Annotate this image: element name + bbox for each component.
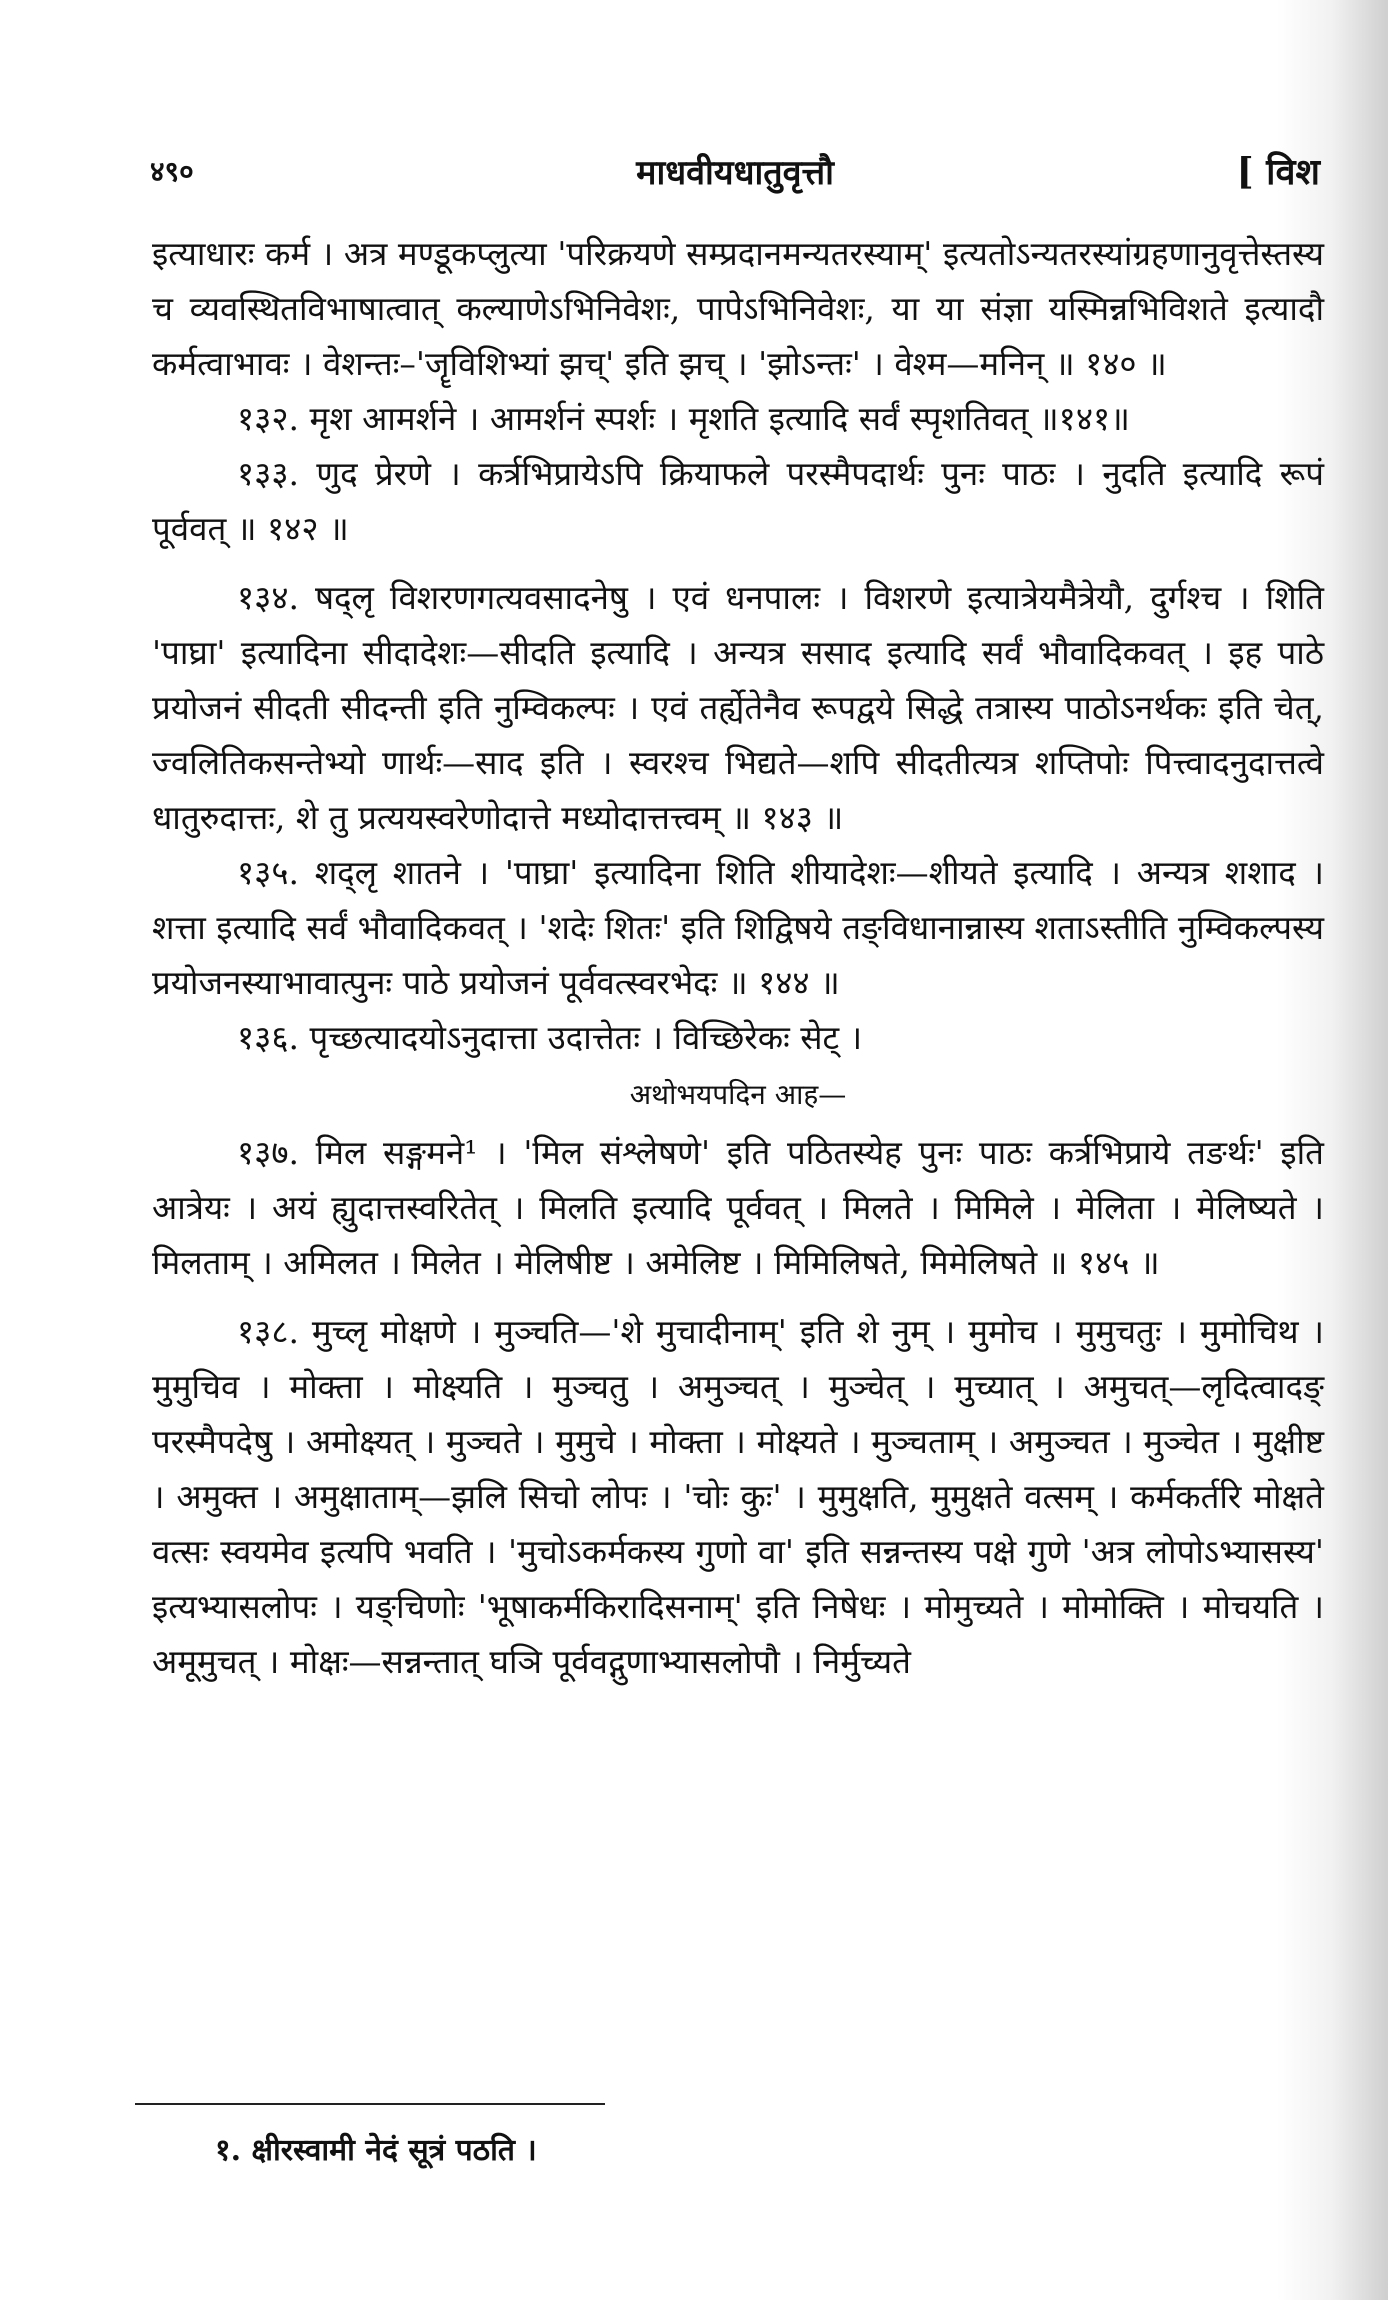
paragraph-136: १३६. पृच्छत्यादयोऽनुदात्ता उदात्तेतः । विच्छिरेकः सेट् । <box>237 1018 863 1057</box>
paragraph-143: १३४. षद्लृ विशरणगत्यवसादनेषु । एवं धनपालः । विशरणे इत्यात्रेयमैत्रेयौ, दुर्गश्च । शिति 'पाघ्रा' इत्यादिना सीदादेशः—सीदति इत्यादि । अन्यत्र ससाद इत्यादि सर्वं भौवादिकवत् । इह पाठे प्रयोजनं सीदती सीदन्ती इति नुम्विकल्पः । एवं तर्ह्येतेनैव रूपद्वये सिद्धे तत्रास्य पाठोऽनर्थकः इति चेत्, ज्वलितिकसन्तेभ्यो णार्थः—साद इति । स्वरश्च भिद्यते—शपि सीदतीत्यत्र शप्तिपोः पित्त्वादनुदात्तत्वे धातुरुदात्तः, शे तु प्रत्ययस्वरेणोदात्ते मध्योदात्तत्त्वम् ॥ १४३ ॥ <box>152 578 1324 837</box>
paragraph-138: १३८. मुच्लृ मोक्षणे । मुञ्चति—'शे मुचादीनाम्' इति शे नुम् । मुमोच । मुमुचतुः । मुमोचिथ । मुमुचिव । मोक्ता । मोक्ष्यति । मुञ्चतु । अमुञ्चत् । मुञ्चेत् । मुच्यात् । अमुचत्—लृदित्वादङ् परस्मैपदेषु । अमोक्ष्यत् । मुञ्चते । मुमुचे । मोक्ता । मोक्ष्यते । मुञ्चताम् । अमुञ्चत । मुञ्चेत । मुक्षीष्ट । अमुक्त । अमुक्षाताम्—झलि सिचो लोपः । 'चोः कुः' । मुमुक्षति, मुमुक्षते वत्सम् । कर्मकर्तरि मोक्षते वत्सः स्वयमेव इत्यपि भवति । 'मुचोऽकर्मकस्य गुणो वा' इति सन्नन्तस्य पक्षे गुणे 'अत्र लोपोऽभ्यासस्य' इत्यभ्यासलोपः । यङ्चिणोः 'भूषाकर्मकिरादिसनाम्' इति निषेधः । मोमुच्यते । मोमोक्ति । मोचयति । अमूमुचत् । मोक्षः—सन्नन्तात् घञि पूर्ववद्गुणाभ्यासलोपौ । निर्मुच्यते <box>152 1312 1324 1681</box>
paragraph-145: १३७. मिल सङ्गमने¹ । 'मिल संश्लेषणे' इति पठितस्येह पुनः पाठः कर्त्रभिप्राये तङर्थः' इति आत्रेयः । अयं ह्युदात्तस्वरितेत् । मिलति इत्यादि पूर्ववत् । मिलते । मिमिले । मेलिता । मेलिष्यते । मिलताम् । अमिलत । मिलेत । मेलिषीष्ट । अमेलिष्ट । मिमिलिषते, मिमेलिषते ॥ १४५ ॥ <box>152 1133 1324 1282</box>
body-text <box>152 226 1324 1689</box>
section-heading: अथोभयपदिन आह— <box>629 1078 847 1111</box>
running-title: माधवीयधातुवृत्तौ <box>636 153 834 193</box>
footnote: १. क्षीरस्वामी नेदं सूत्रं पठति । <box>215 2133 537 2168</box>
footnote-rule <box>135 2103 605 2105</box>
paragraph-140: इत्याधारः कर्म । अत्र मण्डूकप्लुत्या 'परिक्रयणे सम्प्रदानमन्यतरस्याम्' इत्यतोऽन्यतरस्यांग्रहणानुवृत्तेस्तस्य च व्यवस्थितविभाषात्वात् कल्याणेऽभिनिवेशः, पापेऽभिनिवेशः, या या संज्ञा यस्मिन्नभिविशते इत्यादौ कर्मत्वाभावः । वेशन्तः–'जॄविशिभ्यां झच्' इति झच् । 'झोऽन्तः' । वेश्म—मनिन् ॥ १४० ॥ <box>152 234 1324 383</box>
page-number: ४९० <box>150 155 194 188</box>
page-header <box>150 148 1320 208</box>
paragraph-141: १३२. मृश आमर्शने । आमर्शनं स्पर्शः । मृशति इत्यादि सर्वं स्पृशतिवत् ॥१४१॥ <box>237 399 1130 438</box>
paragraph-142: १३३. णुद प्रेरणे । कर्त्रभिप्रायेऽपि क्रियाफले परस्मैपदार्थः पुनः पाठः । नुदति इत्यादि रूपं पूर्ववत् ॥ १४२ ॥ <box>152 454 1324 548</box>
paragraph-144: १३५. शद्लृ शातने । 'पाघ्रा' इत्यादिना शिति शीयादेशः—शीयते इत्यादि । अन्यत्र शशाद । शत्ता इत्यादि सर्वं भौवादिकवत् । 'शदेः शितः' इति शिद्विषये तङ्विधानान्नास्य शताऽस्तीति नुम्विकल्पस्य प्रयोजनस्याभावात्पुनः पाठे प्रयोजनं पूर्ववत्स्वरभेदः ॥ १४४ ॥ <box>152 853 1324 1002</box>
section-marker: [ विश <box>1236 151 1320 193</box>
